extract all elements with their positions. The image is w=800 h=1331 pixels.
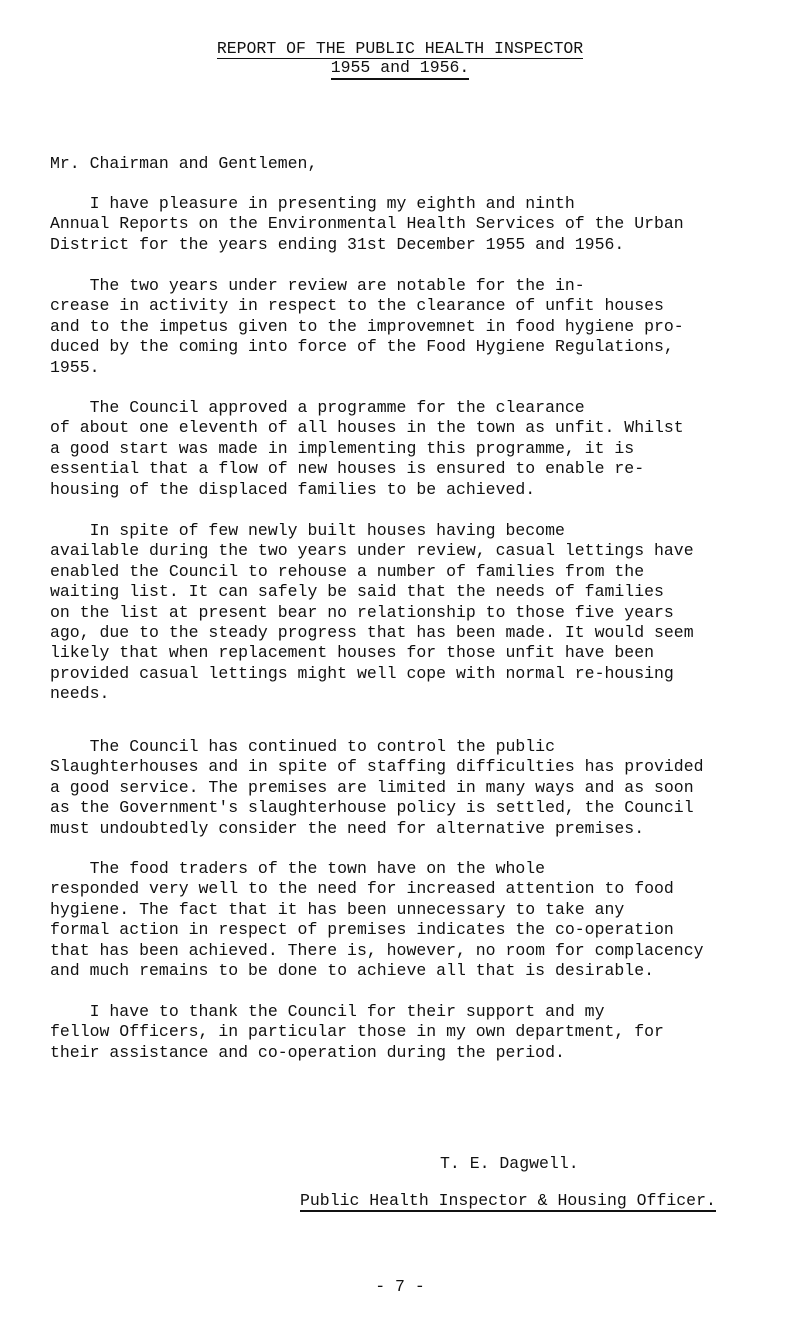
report-years: 1955 and 1956.	[331, 59, 470, 80]
paragraph-2: The two years under review are notable for the in- crease in activity in respect to the clearance of unfit houses and to the impetus given to the improvemnet in food hygiene pro- duced by the coming into force of the Food Hygiene Regulations, 1955.	[50, 276, 684, 377]
report-heading	[0, 40, 800, 80]
paragraph-6: The food traders of the town have on the whole responded very well to the need for increased attention to food hygiene. The fact that it has been unnecessary to take any formal action in respect of premises indicates the co-operation that has been achieved. There is, however, no room for complacency and much remains to be done to achieve all that is desirable.	[50, 859, 704, 981]
salutation: Mr. Chairman and Gentlemen,	[50, 154, 318, 173]
page-number: - 7 -	[375, 1277, 425, 1296]
signature-name: T. E. Dagwell.	[440, 1154, 579, 1173]
paragraph-7: I have to thank the Council for their support and my fellow Officers, in particular those in my own department, for their assistance and co-operation during the period.	[50, 1002, 664, 1062]
signature-title-block	[300, 1191, 716, 1210]
paragraph-4: In spite of few newly built houses having become available during the two years under review, casual lettings have enabled the Council to rehouse a number of families from the waiting list. It can safely be said that the needs of families on the list at present bear no relationship to those five years ago, due to the steady progress that has been made. It would seem likely that when replacement houses for those unfit have been provided casual lettings might well cope with normal re-housing needs.	[50, 521, 694, 704]
report-title: REPORT OF THE PUBLIC HEALTH INSPECTOR	[216, 39, 584, 58]
paragraph-5: The Council has continued to control the public Slaughterhouses and in spite of staffing difficulties has provided a good service. The premises are limited in many ways and as soon as the Government's slaughterhouse policy is settled, the Council must undoubtedly consider the need for alternative premises.	[50, 737, 704, 838]
paragraph-1: I have pleasure in presenting my eighth and ninth Annual Reports on the Environmental Health Services of the Urban District for the years ending 31st December 1955 and 1956.	[50, 194, 684, 254]
signature-title: Public Health Inspector & Housing Officer.	[300, 1191, 716, 1210]
paragraph-3: The Council approved a programme for the clearance of about one eleventh of all houses in the town as unfit. Whilst a good start was made in implementing this programme, it is essential that a flow of new houses is ensured to enable re- housing of the displaced families to be achieved.	[50, 398, 684, 499]
